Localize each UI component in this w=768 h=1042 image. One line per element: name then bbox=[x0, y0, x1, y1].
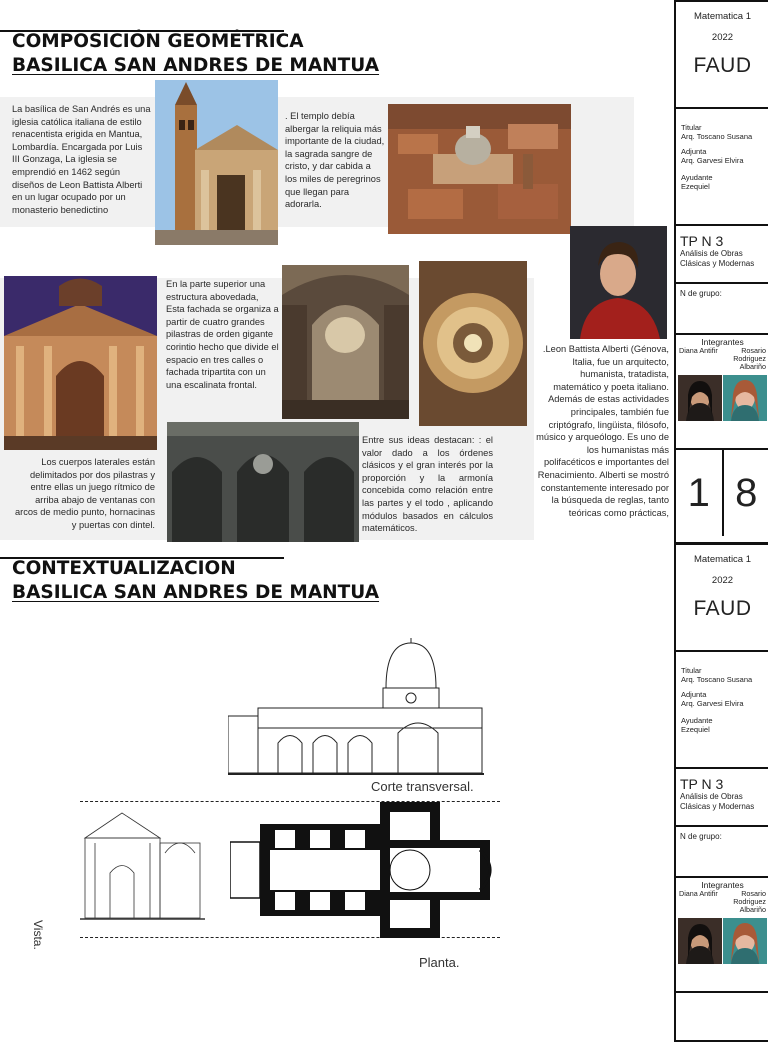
ayudante-name: Ezequiel bbox=[676, 725, 768, 734]
section-title-composicion bbox=[12, 30, 379, 78]
member-2-name: Rosario Rodriguez Albariño bbox=[719, 890, 766, 914]
info-panel-2 bbox=[674, 543, 768, 1042]
ayudante-name: Ezequiel bbox=[676, 182, 768, 191]
group-label: N de grupo: bbox=[676, 827, 768, 846]
photo-facade-tower bbox=[155, 80, 278, 245]
photo-nave-interior bbox=[282, 265, 409, 419]
photo-facade-front bbox=[4, 276, 157, 450]
titular-label: Titular bbox=[676, 666, 768, 675]
intro-paragraph: La basílica de San Andrés es una iglesia católica italiana de estilo renacentista erigida en Mantua, Lombardía. Encargada por Luis III Gonzaga, La iglesia se emprendió en 1462 según diseños de Leon Battista Alberti en un lugar ocupado por un monasterio benedictino bbox=[12, 103, 152, 216]
drawing-planta bbox=[230, 802, 498, 938]
panel-number bbox=[676, 450, 768, 536]
info-panel-1 bbox=[674, 0, 768, 544]
drawing-vista bbox=[80, 803, 205, 923]
tp-number: TP N 3 bbox=[676, 769, 768, 791]
titular-name: Arq. Toscano Susana bbox=[676, 675, 768, 684]
group-digit-2: 8 bbox=[724, 450, 768, 536]
caption-planta: Planta. bbox=[419, 955, 459, 970]
adjunta-label: Adjunta bbox=[676, 147, 768, 156]
tp-subtitle: Análisis de Obras Clásicas y Modernas bbox=[676, 791, 768, 812]
caption-vista: Vista. bbox=[31, 920, 45, 950]
tp-subtitle: Análisis de Obras Clásicas y Modernas bbox=[676, 248, 768, 269]
titular-label: Titular bbox=[676, 123, 768, 132]
panel-staff bbox=[676, 652, 768, 769]
adjunta-label: Adjunta bbox=[676, 690, 768, 699]
ayudante-label: Ayudante bbox=[676, 173, 768, 182]
adjunta-name: Arq. Garvesi Elvira bbox=[676, 699, 768, 708]
panel-tp bbox=[676, 226, 768, 284]
adjunta-name: Arq. Garvesi Elvira bbox=[676, 156, 768, 165]
course-year: 2022 bbox=[676, 32, 768, 43]
panel-group bbox=[676, 284, 768, 335]
photo-dome bbox=[419, 261, 527, 426]
title2-line-2: BASILICA SAN ANDRES DE MANTUA bbox=[12, 581, 379, 605]
drawing-corte-transversal bbox=[228, 638, 484, 776]
avatar bbox=[678, 375, 722, 421]
ayudante-label: Ayudante bbox=[676, 716, 768, 725]
caption-corte: Corte transversal. bbox=[371, 779, 474, 794]
reliquia-paragraph: . El templo debía albergar la reliquia más importante de la ciudad, la sagrada sangre de cristo, y dar cabida a los miles de peregrinos que llegan para adorarla. bbox=[285, 110, 385, 211]
photo-alberti-portrait bbox=[570, 226, 667, 339]
avatar bbox=[678, 918, 722, 964]
titular-name: Arq. Toscano Susana bbox=[676, 132, 768, 141]
integrantes-label: Integrantes bbox=[676, 878, 768, 890]
panel-members bbox=[676, 335, 768, 450]
course-year: 2022 bbox=[676, 575, 768, 586]
section-title-contextualizacion bbox=[12, 557, 379, 605]
avatar bbox=[723, 918, 767, 964]
panel-group bbox=[676, 827, 768, 878]
avatar bbox=[723, 375, 767, 421]
member-2-name: Rosario Rodriguez Albariño bbox=[719, 347, 766, 371]
group-label: N de grupo: bbox=[676, 284, 768, 303]
title-line-2: BASILICA SAN ANDRES DE MANTUA bbox=[12, 54, 379, 78]
panel-number bbox=[676, 993, 768, 1033]
group-digit-1: 1 bbox=[676, 450, 724, 536]
panel-staff bbox=[676, 109, 768, 226]
panel-header bbox=[676, 545, 768, 652]
fachada-paragraph: En la parte superior una estructura abovedada, Esta fachada se organiza a partir de cuatro grandes pilastras de orden gigante corintio hecho que divide el espacio en tres calles o fachada tripartita con un una escalinata frontal. bbox=[166, 278, 279, 391]
tp-number: TP N 3 bbox=[676, 226, 768, 248]
laterales-paragraph: Los cuerpos laterales están delimitados por dos pilastras y entre ellas un juego rítmico de arriba abajo de ventanas con arcos de medio punto, hornacinas y puertas con dintel. bbox=[10, 456, 155, 532]
integrantes-label: Integrantes bbox=[676, 335, 768, 347]
photo-lateral-interior bbox=[167, 422, 359, 542]
faculty-name: FAUD bbox=[676, 54, 768, 78]
faculty-name: FAUD bbox=[676, 597, 768, 621]
ideas-paragraph: Entre sus ideas destacan: : el valor dado a los órdenes clásicos y el gran interés por la proporción y la armonía concebida como relación entre las partes y el todo , aplicando módulos basados en cálculos matemáticos. bbox=[362, 434, 493, 535]
title-line-1: COMPOSICIÓN GEOMÉTRICA bbox=[12, 30, 379, 54]
course-name: Matematica 1 bbox=[676, 2, 768, 22]
panel-members bbox=[676, 878, 768, 993]
photo-aerial-city bbox=[388, 104, 571, 234]
member-1-name: Diana Antifir bbox=[679, 347, 719, 371]
panel-header bbox=[676, 2, 768, 109]
course-name: Matematica 1 bbox=[676, 545, 768, 565]
title2-line-1: CONTEXTUALIZACION bbox=[12, 557, 379, 581]
panel-tp bbox=[676, 769, 768, 827]
member-1-name: Diana Antifir bbox=[679, 890, 719, 914]
alberti-paragraph: .Leon Battista Alberti (Génova, Italia, fue un arquitecto, humanista, tratadista, matemático y poeta italiano. Además de estas actividades principales, también fue criptógrafo, lingüista, filósofo, músico y arqueólogo. Es uno de los humanistas más polifacéticos e importantes del Renacimiento. Alberti se mostró constantemente interesado por la búsqueda de reglas, tanto teóricas como prácticas, bbox=[535, 343, 669, 519]
